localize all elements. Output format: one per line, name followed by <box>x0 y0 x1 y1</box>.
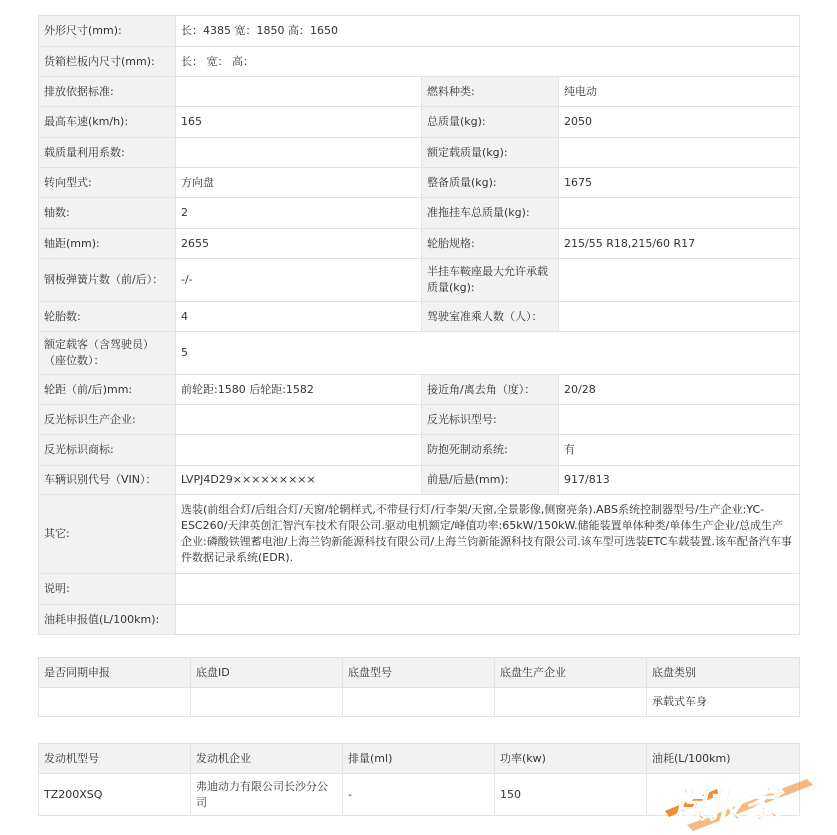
engine-header-row <box>39 744 800 774</box>
engine-cell-power: 150 <box>495 774 647 816</box>
value-curb-mass: 1675 <box>559 168 800 198</box>
spec-row-steering <box>39 168 800 198</box>
label-abs: 防抱死制动系统: <box>422 435 559 466</box>
value-tire-spec: 215/55 R18,215/60 R17 <box>559 229 800 259</box>
label-springs: 钢板弹簧片数（前/后）： <box>39 259 176 302</box>
value-other: 选装(前组合灯/后组合灯/天窗/轮辋样式,不带昼行灯/行李架/天窗,全景影像,侧窗亮条).ABS系统控制器型号/生产企业:YC-ESC260/天津英创汇智汽车技术有限公司.驱动电机额定/峰值功率:65kW/150kW.储能装置单体种类/单体生产企业/总成生产企业:磷酸铁锂蓄电池/上海兰钧新能源科技有限公司/上海兰钧新能源科技有限公司.该车型可选装ETC车载装置.该车配备汽车事件数据记录系统(EDR). <box>176 495 800 574</box>
value-dimensions: 长：4385 宽：1850 高：1650 <box>176 16 800 47</box>
label-steering: 转向型式: <box>39 168 176 198</box>
engine-header-maker: 发动机企业 <box>191 744 343 774</box>
chassis-table <box>38 657 800 717</box>
spec-row-passengers <box>39 332 800 375</box>
engine-header-model: 发动机型号 <box>39 744 191 774</box>
spec-row-speed <box>39 107 800 138</box>
chassis-header-row <box>39 658 800 688</box>
engine-cell-maker: 弗迪动力有限公司长沙分公司 <box>191 774 343 816</box>
value-cargo: 长： 宽： 高： <box>176 47 800 77</box>
chassis-header-sync: 是否同期申报 <box>39 658 191 688</box>
spec-row-track <box>39 375 800 405</box>
label-cargo: 货箱栏板内尺寸(mm): <box>39 47 176 77</box>
label-dimensions: 外形尺寸(mm): <box>39 16 176 47</box>
label-saddle-load: 半挂车鞍座最大允许承载质量(kg): <box>422 259 559 302</box>
chassis-header-maker: 底盘生产企业 <box>495 658 647 688</box>
label-approach-angle: 接近角/离去角（度）： <box>422 375 559 405</box>
engine-cell-displacement: - <box>343 774 495 816</box>
chassis-cell-sync <box>39 688 191 717</box>
value-steering: 方向盘 <box>176 168 422 198</box>
engine-header-displacement: 排量(ml) <box>343 744 495 774</box>
engine-header-fuel: 油耗(L/100km) <box>647 744 800 774</box>
value-cab-capacity <box>559 302 800 332</box>
value-reflect-mfr <box>176 405 422 435</box>
label-axles: 轴数: <box>39 198 176 229</box>
spec-row-cargo <box>39 47 800 77</box>
chassis-cell-model <box>343 688 495 717</box>
spec-row-emission <box>39 77 800 107</box>
label-reflect-model: 反光标识型号: <box>422 405 559 435</box>
spec-row-reflect-brand <box>39 435 800 466</box>
value-max-speed: 165 <box>176 107 422 138</box>
value-passengers: 5 <box>176 332 800 375</box>
spec-row-dimensions <box>39 16 800 47</box>
label-total-mass: 总质量(kg): <box>422 107 559 138</box>
value-fuel-type: 纯电动 <box>559 77 800 107</box>
label-tire-spec: 轮胎规格: <box>422 229 559 259</box>
spec-row-wheelbase <box>39 229 800 259</box>
value-reflect-model <box>559 405 800 435</box>
value-emission <box>176 77 422 107</box>
label-reflect-brand: 反光标识商标: <box>39 435 176 466</box>
value-axles: 2 <box>176 198 422 229</box>
label-emission: 排放依据标准: <box>39 77 176 107</box>
engine-cell-model: TZ200XSQ <box>39 774 191 816</box>
value-reflect-brand <box>176 435 422 466</box>
label-vin: 车辆识别代号（VIN）： <box>39 466 176 495</box>
value-tire-count: 4 <box>176 302 422 332</box>
label-rated-load: 额定载质量(kg): <box>422 138 559 168</box>
spec-row-fuel-consumption <box>39 605 800 635</box>
label-tire-count: 轮胎数: <box>39 302 176 332</box>
label-curb-mass: 整备质量(kg): <box>422 168 559 198</box>
value-rated-load <box>559 138 800 168</box>
label-other: 其它: <box>39 495 176 574</box>
spec-row-axles <box>39 198 800 229</box>
value-note <box>176 574 800 605</box>
spec-row-springs <box>39 259 800 302</box>
chassis-cell-type: 承载式车身 <box>647 688 800 717</box>
spec-row-note <box>39 574 800 605</box>
chassis-cell-id <box>191 688 343 717</box>
spec-row-tires <box>39 302 800 332</box>
label-trailer-mass: 准拖挂车总质量(kg): <box>422 198 559 229</box>
label-reflect-mfr: 反光标识生产企业: <box>39 405 176 435</box>
label-passengers: 额定载客（含驾驶员）（座位数）： <box>39 332 176 375</box>
label-note: 说明: <box>39 574 176 605</box>
spec-row-other <box>39 495 800 574</box>
watermark-text: 误报家 <box>671 785 780 826</box>
value-fuel-consumption <box>176 605 800 635</box>
spec-row-vin <box>39 466 800 495</box>
value-trailer-mass <box>559 198 800 229</box>
label-fuel-type: 燃料种类: <box>422 77 559 107</box>
value-wheelbase: 2655 <box>176 229 422 259</box>
value-vin: LVPJ4D29××××××××× <box>176 466 422 495</box>
chassis-row <box>39 688 800 717</box>
value-approach-angle: 20/28 <box>559 375 800 405</box>
value-total-mass: 2050 <box>559 107 800 138</box>
engine-header-power: 功率(kw) <box>495 744 647 774</box>
chassis-header-type: 底盘类别 <box>647 658 800 688</box>
value-saddle-load <box>559 259 800 302</box>
label-fuel-consumption: 油耗申报值(L/100km): <box>39 605 176 635</box>
chassis-header-model: 底盘型号 <box>343 658 495 688</box>
vehicle-spec-table <box>38 15 800 635</box>
label-overhang: 前悬/后悬(mm): <box>422 466 559 495</box>
chassis-cell-maker <box>495 688 647 717</box>
value-abs: 有 <box>559 435 800 466</box>
watermark-logo <box>657 771 835 833</box>
spec-row-reflect-mfr <box>39 405 800 435</box>
value-load-util <box>176 138 422 168</box>
label-wheelbase: 轴距(mm): <box>39 229 176 259</box>
spec-row-load-util <box>39 138 800 168</box>
value-overhang: 917/813 <box>559 466 800 495</box>
value-springs: -/- <box>176 259 422 302</box>
label-cab-capacity: 驾驶室准乘人数（人）： <box>422 302 559 332</box>
value-track: 前轮距:1580 后轮距:1582 <box>176 375 422 405</box>
label-max-speed: 最高车速(km/h): <box>39 107 176 138</box>
label-track: 轮距（前/后)mm: <box>39 375 176 405</box>
chassis-header-id: 底盘ID <box>191 658 343 688</box>
label-load-util: 载质量利用系数: <box>39 138 176 168</box>
